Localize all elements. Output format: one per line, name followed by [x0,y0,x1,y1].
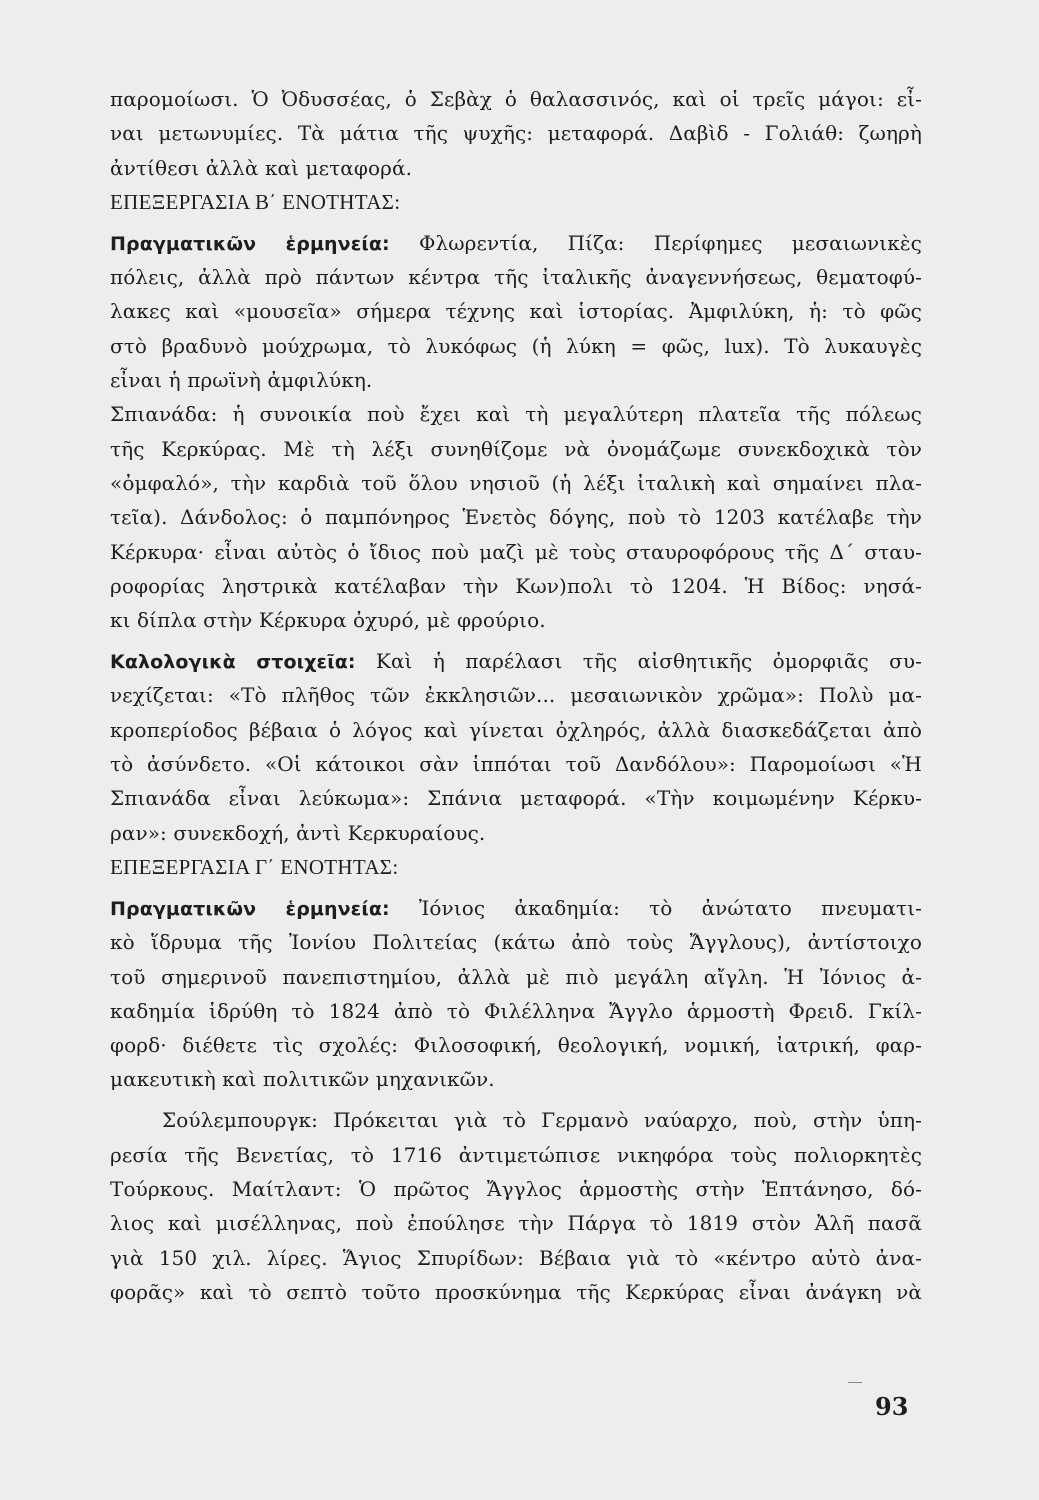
line-text: κροπερίοδος βέβαια ὁ λόγος καὶ γίνεται ὀχληρός, ἀλλὰ διασκεδάζεται ἀπὸ [110,717,922,742]
text-line [110,1275,922,1309]
text-line [110,644,922,678]
text-line [110,432,922,466]
line-text: κι δίπλα στὴν Κέρκυρα ὀχυρό, μὲ φρούριο. [110,608,546,633]
line-text: ραν»: συνεκδοχή, ἀντὶ Κερκυραίους. [110,820,486,845]
line-text: νεχίζεται: «Τὸ πλῆθος τῶν ἐκκλησιῶν... μεσαιωνικὸν χρῶμα»: Πολὺ μα- [110,683,922,708]
line-text: ρεσία τῆς Βενετίας, τὸ 1716 ἀντιμετώπισε νικηφόρα τοὺς πολιορκητὲς [110,1142,922,1167]
text-line [110,925,922,959]
text-line [110,713,922,747]
text-line [110,1241,922,1275]
text-line [110,747,922,781]
line-text: Κέρκυρα· εἶναι αὐτὸς ὁ ἴδιος ποὺ μαζὶ μὲ τοὺς σταυροφόρους τῆς Δ΄ σταυ- [110,539,922,564]
page-number: 93 [875,1392,909,1421]
text-line [110,226,922,260]
section-heading [110,850,922,891]
section-label: Πραγματικῶν ἑρμηνεία: [110,232,390,255]
line-text: τῆς Κερκύρας. Μὲ τὴ λέξι συνηθίζομε νὰ ὀνομάζωμε συνεκδοχικὰ τὸν [110,436,922,461]
line-text: ΕΠΕΞΕΡΓΑΣΙΑ Γ΄ ΕΝΟΤΗΤΑΣ: [110,854,399,879]
section-label: Πραγματικῶν ἑρμηνεία: [110,897,390,920]
line-text: ναι μετωνυμίες. Τὰ μάτια τῆς ψυχῆς: μεταφορά. Δαβὶδ - Γολιάθ: ζωηρὴ [110,121,922,146]
line-text: Φλωρεντία, Πίζα: Περίφημες μεσαιωνικὲς [389,230,922,255]
line-text: λακες καὶ «μουσεῖα» σήμερα τέχνης καὶ ἱστορίας. Ἀμφιλύκη, ἡ: τὸ φῶς [110,299,922,324]
text-line [110,535,922,569]
line-text: φορδ· διέθετε τὶς σχολές: Φιλοσοφική, θεολογική, νομική, ἰατρική, φαρ- [110,1033,922,1058]
text-line [110,363,922,397]
body-text [110,82,922,1309]
line-text: ΕΠΕΞΕΡΓΑΣΙΑ Β΄ ΕΝΟΤΗΤΑΣ: [110,189,401,214]
footer-rule [848,1382,862,1383]
line-text: Καὶ ἡ παρέλασι τῆς αἰσθητικῆς ὀμορφιᾶς συ- [355,649,922,674]
text-line [110,151,922,185]
text-line [110,500,922,534]
text-line [110,466,922,500]
line-text: μακευτικὴ καὶ πολιτικῶν μηχανικῶν. [110,1067,495,1092]
line-text: πόλεις, ἀλλὰ πρὸ πάντων κέντρα τῆς ἰταλικῆς ἀναγεννήσεως, θεματοφύ- [110,265,922,290]
line-text: στὸ βραδυνὸ μούχρωμα, τὸ λυκόφως (ἡ λύκη = φῶς, lux). Τὸ λυκαυγὲς [110,333,922,358]
text-line [110,960,922,994]
text-line [110,1206,922,1240]
line-text: κὸ ἵδρυμα τῆς Ἰονίου Πολιτείας (κάτω ἀπὸ τοὺς Ἄγγλους), ἀντίστοιχο [110,930,922,955]
text-line [110,1103,922,1137]
line-text: ροφορίας ληστρικὰ κατέλαβαν τὴν Κων)πολι τὸ 1204. Ἡ Βίδος: νησά- [110,573,922,598]
text-line [110,260,922,294]
text-line [110,569,922,603]
line-text: τεῖα). Δάνδολος: ὁ παμπόνηρος Ἑνετὸς δόγης, ποὺ τὸ 1203 κατέλαβε τὴν [110,505,922,530]
line-text: φορᾶς» καὶ τὸ σεπτὸ τοῦτο προσκύνημα τῆς Κερκύρας εἶναι ἀνάγκη νὰ [110,1279,922,1304]
text-line [110,678,922,712]
text-line [110,116,922,150]
line-text: Ἰόνιος ἀκαδημία: τὸ ἀνώτατο πνευματι- [389,895,922,920]
text-line [110,1138,922,1172]
text-line [110,1172,922,1206]
section-heading [110,185,922,226]
text-line [110,1028,922,1062]
line-text: τοῦ σημερινοῦ πανεπιστημίου, ἀλλὰ μὲ πιὸ μεγάλη αἴγλη. Ἡ Ἰόνιος ἀ- [110,964,922,989]
line-text: παρομοίωσι. Ὁ Ὀδυσσέας, ὁ Σεβὰχ ὁ θαλασσινός, καὶ οἱ τρεῖς μάγοι: εἶ- [110,87,922,111]
section-label: Καλολογικὰ στοιχεῖα: [110,651,356,674]
line-text: Σπιανάδα: ἡ συνοικία ποὺ ἔχει καὶ τὴ μεγαλύτερη πλατεῖα τῆς πόλεως [110,402,922,427]
text-line [110,82,922,116]
text-line [110,1062,922,1103]
text-line [110,603,922,644]
line-text: τὸ ἀσύνδετο. «Οἱ κάτοικοι σὰν ἱππόται τοῦ Δανδόλου»: Παρομοίωσι «Ἡ [110,752,922,777]
line-text: γιὰ 150 χιλ. λίρες. Ἅγιος Σπυρίδων: Βέβαια γιὰ τὸ «κέντρο αὐτὸ ἀνα- [110,1245,922,1270]
line-text: Σπιανάδα εἶναι λεύκωμα»: Σπάνια μεταφορά. «Τὴν κοιμωμένην Κέρκυ- [110,786,922,811]
text-line [110,994,922,1028]
text-line [110,891,922,925]
text-line [110,397,922,431]
line-text: λιος καὶ μισέλληνας, ποὺ ἐπούλησε τὴν Πάργα τὸ 1819 στὸν Ἀλῆ πασᾶ [110,1211,922,1236]
line-text: Σούλεμπουργκ: Πρόκειται γιὰ τὸ Γερμανὸ ναύαρχο, ποὺ, στὴν ὑπη- [162,1108,922,1133]
text-line [110,781,922,815]
line-text: εἶναι ἡ πρωϊνὴ ἀμφιλύκη. [110,368,373,393]
text-line [110,294,922,328]
line-text: ἀντίθεσι ἀλλὰ καὶ μεταφορά. [110,155,413,180]
line-text: «ὀμφαλό», τὴν καρδιὰ τοῦ ὅλου νησιοῦ (ἡ λέξι ἰταλικὴ καὶ σημαίνει πλα- [110,470,922,495]
text-line [110,329,922,363]
text-line [110,816,922,850]
line-text: Τούρκους. Μαίτλαντ: Ὁ πρῶτος Ἄγγλος ἁρμοστὴς στὴν Ἑπτάνησο, δό- [110,1177,922,1202]
line-text: καδημία ἱδρύθη τὸ 1824 ἀπὸ τὸ Φιλέλληνα Ἄγγλο ἁρμοστὴ Φρειδ. Γκίλ- [110,998,922,1023]
